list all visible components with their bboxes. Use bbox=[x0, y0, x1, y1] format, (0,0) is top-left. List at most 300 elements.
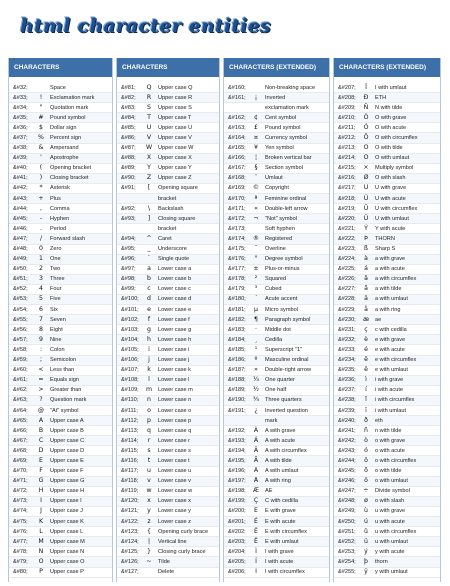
entity-row bbox=[224, 446, 329, 456]
entity-code: &#247; bbox=[338, 488, 356, 495]
entity-glyph: , bbox=[40, 204, 42, 212]
entity-code: &#72; bbox=[13, 488, 28, 495]
entity-code: &#233; bbox=[338, 346, 356, 353]
entity-description: Upper case M bbox=[50, 538, 85, 545]
entity-row bbox=[9, 517, 112, 527]
entity-glyph: ù bbox=[364, 507, 368, 515]
entity-row bbox=[117, 396, 219, 406]
entity-code: &#181; bbox=[228, 306, 246, 313]
entity-description: Upper case V bbox=[158, 134, 192, 141]
entity-row bbox=[9, 245, 112, 255]
entity-row bbox=[334, 255, 440, 265]
entity-code: &#215; bbox=[338, 165, 356, 172]
entity-description: Plus-or-minus bbox=[265, 266, 300, 273]
entity-description: i with grave bbox=[375, 377, 404, 384]
entity-code: &#202; bbox=[228, 528, 246, 535]
entity-description: Currency symbol bbox=[265, 134, 307, 141]
entity-description: Upper case H bbox=[50, 488, 85, 495]
column-characters-1 bbox=[8, 58, 113, 582]
entity-code: &#75; bbox=[13, 518, 28, 525]
entity-code: &#231; bbox=[338, 326, 356, 333]
entity-row bbox=[224, 325, 329, 335]
entity-code: &#117; bbox=[121, 468, 139, 475]
entity-glyph: ¥ bbox=[254, 144, 258, 152]
entity-code: &#109; bbox=[121, 387, 139, 394]
entity-glyph: C bbox=[38, 436, 44, 444]
entity-description: e with circumflex bbox=[375, 357, 417, 364]
entity-glyph: * bbox=[39, 184, 43, 192]
entity-code: &#104; bbox=[121, 336, 139, 343]
entity-glyph: # bbox=[38, 113, 44, 121]
entity-glyph: » bbox=[254, 366, 258, 374]
entity-code: &#235; bbox=[338, 367, 356, 374]
entity-description: Lower case m bbox=[158, 387, 193, 394]
entity-glyph: 0 bbox=[39, 245, 43, 252]
entity-code: &#33; bbox=[13, 94, 28, 101]
entity-description: Yen symbol bbox=[265, 145, 294, 152]
entity-code: &#48; bbox=[13, 246, 28, 252]
entity-description: Three bbox=[50, 276, 65, 283]
entity-glyph: Ø bbox=[363, 174, 369, 182]
entity-row bbox=[9, 315, 112, 325]
entity-glyph: R bbox=[146, 93, 152, 101]
entity-description: Backslash bbox=[158, 205, 184, 212]
entity-row bbox=[117, 467, 219, 477]
entity-code: &#168; bbox=[228, 175, 246, 182]
entity-row bbox=[334, 265, 440, 275]
entity-row bbox=[334, 456, 440, 466]
entity-code: &#200; bbox=[228, 508, 246, 515]
entity-glyph: j bbox=[148, 356, 150, 364]
entity-row bbox=[117, 477, 219, 487]
entity-code: &#179; bbox=[228, 286, 246, 293]
entity-row bbox=[334, 477, 440, 487]
entity-row bbox=[224, 265, 329, 275]
entity-code: &#241; bbox=[338, 427, 356, 434]
entity-row bbox=[9, 204, 112, 214]
entity-code: &#189; bbox=[228, 387, 246, 394]
entity-glyph: ' bbox=[40, 154, 42, 162]
entity-row bbox=[334, 184, 440, 194]
entity-row bbox=[224, 103, 329, 113]
entity-description: Equals sign bbox=[50, 377, 79, 384]
entity-code: &#160; bbox=[228, 84, 246, 91]
entity-glyph: ¢ bbox=[254, 113, 258, 121]
entity-glyph: á bbox=[364, 265, 368, 273]
entity-glyph: " bbox=[39, 103, 43, 111]
entity-row bbox=[334, 133, 440, 143]
entity-description: a with circumflex bbox=[375, 276, 417, 283]
entity-description: Lower case z bbox=[158, 518, 191, 525]
entity-glyph: ó bbox=[364, 446, 368, 454]
entity-row bbox=[9, 366, 112, 376]
entity-row bbox=[117, 295, 219, 305]
entity-description: Lower case f bbox=[158, 316, 190, 323]
entity-code: &#58; bbox=[13, 346, 28, 353]
entity-glyph: i bbox=[148, 345, 150, 353]
entity-row bbox=[224, 245, 329, 255]
entity-code: &#237; bbox=[338, 387, 356, 394]
entity-row bbox=[9, 497, 112, 507]
entity-code: &#98; bbox=[121, 276, 136, 283]
entity-code: &#67; bbox=[13, 437, 28, 444]
entity-glyph: ¼ bbox=[253, 376, 259, 384]
entity-row bbox=[9, 174, 112, 184]
entity-glyph: ¸ bbox=[254, 335, 258, 343]
entity-glyph: í bbox=[365, 386, 367, 394]
entity-row bbox=[334, 154, 440, 164]
entity-row bbox=[334, 93, 440, 103]
entity-row bbox=[117, 245, 219, 255]
entity-code: &#44; bbox=[13, 205, 28, 212]
entity-code: &#254; bbox=[338, 558, 356, 565]
entity-description: Lower case e bbox=[158, 306, 192, 313]
entity-row bbox=[117, 446, 219, 456]
entity-row bbox=[117, 436, 219, 446]
entity-code: &#51; bbox=[13, 276, 28, 283]
entity-row bbox=[9, 467, 112, 477]
entity-row bbox=[117, 335, 219, 345]
entity-code: &#107; bbox=[121, 367, 139, 374]
entity-row bbox=[9, 214, 112, 224]
entity-code: &#76; bbox=[13, 528, 28, 535]
entity-row bbox=[117, 123, 219, 133]
entity-code: &#121; bbox=[121, 508, 139, 515]
entity-glyph: v bbox=[147, 477, 151, 485]
entity-description: i with circumflex bbox=[375, 397, 415, 404]
entity-code: &#218; bbox=[338, 195, 356, 202]
entity-code: &#86; bbox=[121, 134, 136, 141]
entity-glyph: { bbox=[147, 527, 151, 535]
entity-code: &#176; bbox=[228, 256, 246, 263]
entity-glyph: ú bbox=[364, 517, 368, 525]
entity-row bbox=[334, 467, 440, 477]
entity-code: &#238; bbox=[338, 397, 356, 404]
entity-code: &#84; bbox=[121, 114, 136, 121]
entity-code: &#163; bbox=[228, 124, 246, 131]
entity-code: &#56; bbox=[13, 326, 28, 333]
entity-code: &#172; bbox=[228, 215, 246, 222]
entity-code: &#175; bbox=[228, 246, 246, 252]
entity-description: Percent sign bbox=[50, 134, 82, 141]
entity-glyph: £ bbox=[254, 123, 258, 131]
entity-description: E with grave bbox=[265, 508, 296, 515]
entity-code: &#90; bbox=[121, 175, 136, 182]
entity-description: Dollar sign bbox=[50, 124, 77, 131]
entity-description: a with tilde bbox=[375, 286, 402, 293]
entity-glyph: U bbox=[146, 123, 152, 131]
entity-description: U with grave bbox=[375, 185, 407, 192]
entity-code: &#173; bbox=[228, 225, 246, 232]
entity-row bbox=[224, 305, 329, 315]
entity-description: Multiply symbol bbox=[375, 165, 414, 172]
entity-row bbox=[9, 123, 112, 133]
entity-row bbox=[224, 547, 329, 557]
entity-row bbox=[224, 426, 329, 436]
entity-row bbox=[117, 285, 219, 295]
entity-row bbox=[117, 356, 219, 366]
entity-row bbox=[334, 436, 440, 446]
entity-glyph: ¿ bbox=[254, 406, 258, 414]
entity-description: bracket bbox=[158, 195, 177, 202]
entity-code: &#60; bbox=[13, 367, 28, 374]
entity-code: &#80; bbox=[13, 569, 28, 575]
entity-description: Overline bbox=[265, 246, 286, 252]
entity-description: Lower case t bbox=[158, 457, 190, 464]
entity-row bbox=[9, 184, 112, 194]
entity-glyph: Y bbox=[147, 164, 151, 172]
entity-description: Upper case P bbox=[50, 569, 84, 575]
entity-description: Upper case C bbox=[50, 437, 85, 444]
entity-glyph: B bbox=[38, 426, 44, 434]
entity-code: &#66; bbox=[13, 427, 28, 434]
entity-description: Lower case i bbox=[158, 346, 190, 353]
entity-glyph: þ bbox=[364, 557, 368, 565]
entity-glyph: o bbox=[147, 406, 151, 414]
entity-row bbox=[9, 83, 112, 93]
entity-description: Inverted question bbox=[265, 407, 308, 414]
entity-row bbox=[9, 255, 112, 265]
entity-row bbox=[9, 275, 112, 285]
entity-glyph: N bbox=[38, 547, 44, 555]
entity-glyph: Ã bbox=[253, 456, 259, 464]
entity-row bbox=[9, 234, 112, 244]
entity-description: Micro symbol bbox=[265, 306, 298, 313]
entity-code: &#89; bbox=[121, 165, 136, 172]
entity-row bbox=[117, 386, 219, 396]
entity-glyph: è bbox=[364, 335, 368, 343]
entity-description: Lower case v bbox=[158, 478, 191, 485]
entity-glyph: ? bbox=[39, 396, 43, 404]
entity-code: &#79; bbox=[13, 558, 28, 565]
entity-list bbox=[117, 77, 219, 582]
entity-list bbox=[334, 77, 440, 582]
entity-list bbox=[9, 77, 112, 582]
entity-row bbox=[224, 154, 329, 164]
entity-glyph: G bbox=[38, 477, 44, 485]
entity-description: Upper case R bbox=[158, 94, 193, 101]
entity-description: "Not" symbol bbox=[265, 215, 297, 222]
entity-row bbox=[334, 416, 440, 426]
entity-description: O with acute bbox=[375, 124, 407, 131]
entity-list bbox=[224, 77, 329, 582]
entity-row bbox=[224, 345, 329, 355]
entity-code: &#46; bbox=[13, 225, 28, 232]
entity-glyph: ³ bbox=[254, 285, 258, 293]
entity-description: Broken vertical bar bbox=[265, 155, 312, 162]
entity-glyph: ¤ bbox=[254, 133, 258, 141]
entity-row bbox=[117, 93, 219, 103]
entity-description: Colon bbox=[50, 346, 65, 353]
entity-glyph: Þ bbox=[364, 234, 368, 242]
entity-description: Four bbox=[50, 286, 62, 293]
entity-row bbox=[117, 426, 219, 436]
entity-description: Lower case s bbox=[158, 447, 191, 454]
entity-code: &#62; bbox=[13, 387, 28, 394]
entity-glyph: | bbox=[147, 537, 151, 545]
entity-description: e with umlaut bbox=[375, 367, 408, 374]
entity-row bbox=[224, 356, 329, 366]
entity-code: &#211; bbox=[338, 124, 356, 131]
entity-description: Upper case F bbox=[50, 468, 84, 475]
entity-row bbox=[9, 426, 112, 436]
entity-description: AE bbox=[265, 488, 273, 495]
entity-description: Upper case G bbox=[50, 478, 85, 485]
entity-row bbox=[9, 194, 112, 204]
entity-code: &#120; bbox=[121, 498, 139, 505]
entity-description: Upper case J bbox=[50, 508, 83, 515]
column-characters-2 bbox=[116, 58, 220, 582]
entity-glyph: Q bbox=[146, 83, 152, 91]
entity-glyph: P bbox=[39, 568, 43, 575]
entity-row bbox=[334, 214, 440, 224]
entity-row bbox=[334, 234, 440, 244]
entity-row bbox=[334, 113, 440, 123]
entity-code: &#93; bbox=[121, 215, 136, 222]
entity-code: &#166; bbox=[228, 155, 246, 162]
entity-glyph: ¡ bbox=[254, 93, 258, 101]
entity-code: &#177; bbox=[228, 266, 246, 273]
entity-code: &#92; bbox=[121, 205, 136, 212]
entity-code: &#199; bbox=[228, 498, 246, 505]
entity-code: &#180; bbox=[228, 296, 246, 303]
entity-row bbox=[334, 426, 440, 436]
entity-description: Six bbox=[50, 306, 58, 313]
entity-glyph: 7 bbox=[39, 315, 43, 323]
entity-glyph: L bbox=[39, 527, 43, 535]
entity-code: &#203; bbox=[228, 538, 246, 545]
entity-row bbox=[117, 103, 219, 113]
entity-description: Greater than bbox=[50, 387, 82, 394]
entity-row bbox=[334, 376, 440, 386]
entity-code: &#169; bbox=[228, 185, 246, 192]
entity-code: &#249; bbox=[338, 508, 356, 515]
entity-description: Cedilla bbox=[265, 336, 283, 343]
entity-code: &#41; bbox=[13, 175, 28, 182]
entity-description: O with grave bbox=[375, 114, 407, 121]
entity-row bbox=[334, 517, 440, 527]
entity-description: Period bbox=[50, 225, 67, 232]
entity-glyph: d bbox=[147, 295, 151, 303]
entity-glyph: ï bbox=[365, 406, 367, 414]
entity-row bbox=[117, 376, 219, 386]
entity-code: &#61; bbox=[13, 377, 28, 384]
entity-glyph: 1 bbox=[39, 255, 43, 263]
entity-row bbox=[117, 144, 219, 154]
entity-row bbox=[9, 144, 112, 154]
entity-description: A with circumflex bbox=[265, 447, 307, 454]
entity-code: &#106; bbox=[121, 357, 139, 364]
entity-row bbox=[117, 204, 219, 214]
entity-row bbox=[224, 133, 329, 143]
entity-description: Zero bbox=[50, 246, 62, 252]
entity-description: Opening square bbox=[158, 185, 198, 192]
entity-glyph: ] bbox=[147, 214, 151, 222]
entity-code: &#113; bbox=[121, 427, 139, 434]
entity-row bbox=[9, 113, 112, 123]
entity-code: &#255; bbox=[338, 569, 356, 575]
entity-glyph: l bbox=[148, 376, 150, 384]
entity-description: Registered bbox=[265, 235, 293, 242]
entity-glyph: Ñ bbox=[363, 103, 369, 111]
entity-description: Lower case u bbox=[158, 468, 192, 475]
entity-row bbox=[117, 83, 219, 93]
entity-description: thorn bbox=[375, 558, 388, 565]
entity-row bbox=[224, 93, 329, 103]
entity-code: &#188; bbox=[228, 377, 246, 384]
entity-description: o with acute bbox=[375, 447, 405, 454]
entity-code: &#195; bbox=[228, 457, 246, 464]
entity-description: Upper case S bbox=[158, 104, 192, 111]
entity-glyph: ø bbox=[364, 497, 368, 505]
entity-row bbox=[224, 224, 329, 234]
entity-code: &#242; bbox=[338, 437, 356, 444]
entity-glyph: r bbox=[147, 436, 151, 444]
entity-glyph: k bbox=[147, 366, 151, 374]
entity-code: &#36; bbox=[13, 124, 28, 131]
entity-code: &#222; bbox=[338, 235, 356, 242]
entity-description: Closing curly brace bbox=[158, 548, 206, 555]
entity-row bbox=[224, 416, 329, 426]
entity-glyph: T bbox=[147, 113, 151, 121]
entity-glyph: g bbox=[147, 325, 151, 333]
entity-description: Lower case l bbox=[158, 377, 190, 384]
entity-code: &#198; bbox=[228, 488, 246, 495]
entity-code: &#206; bbox=[228, 569, 246, 575]
entity-description: eth bbox=[375, 417, 383, 424]
entity-description: I with umlaut bbox=[375, 84, 407, 91]
entity-glyph: e bbox=[147, 305, 151, 313]
entity-description: Tilde bbox=[158, 558, 170, 565]
entity-row bbox=[224, 517, 329, 527]
entity-description: Lower case h bbox=[158, 336, 192, 343]
column-extended-2 bbox=[333, 58, 441, 582]
entity-description: Upper case W bbox=[158, 145, 194, 152]
entity-glyph: Å bbox=[253, 477, 259, 485]
entity-row bbox=[334, 245, 440, 255]
entity-row bbox=[117, 184, 219, 194]
entity-row bbox=[224, 174, 329, 184]
entity-code: &#220; bbox=[338, 215, 356, 222]
entity-description: "At" symbol bbox=[50, 407, 79, 414]
entity-description: u with grave bbox=[375, 508, 406, 515]
entity-glyph: J bbox=[40, 507, 42, 515]
entity-row bbox=[224, 497, 329, 507]
entity-code: &#251; bbox=[338, 528, 356, 535]
entity-glyph: w bbox=[146, 487, 152, 495]
entity-description: Seven bbox=[50, 316, 66, 323]
entity-glyph: Í bbox=[255, 557, 257, 565]
entity-description: Upper case Z bbox=[158, 175, 192, 182]
entity-code: &#201; bbox=[228, 518, 246, 525]
entity-code: &#123; bbox=[121, 528, 139, 535]
entity-description: Delete bbox=[158, 569, 175, 575]
entity-glyph: õ bbox=[364, 467, 368, 475]
entity-glyph: ¶ bbox=[254, 315, 258, 323]
entity-code: &#229; bbox=[338, 306, 356, 313]
entity-glyph: ý bbox=[364, 547, 368, 555]
entity-glyph: > bbox=[38, 386, 44, 394]
entity-glyph: x bbox=[147, 497, 151, 505]
entity-code: &#32; bbox=[13, 84, 28, 91]
entity-glyph: ( bbox=[39, 164, 43, 172]
entity-code: &#96; bbox=[121, 256, 136, 263]
page-title: html character entities bbox=[20, 15, 271, 37]
entity-row bbox=[9, 446, 112, 456]
entity-glyph: } bbox=[147, 547, 151, 555]
entity-description: Soft hyphen bbox=[265, 225, 295, 232]
entity-code: &#78; bbox=[13, 548, 28, 555]
